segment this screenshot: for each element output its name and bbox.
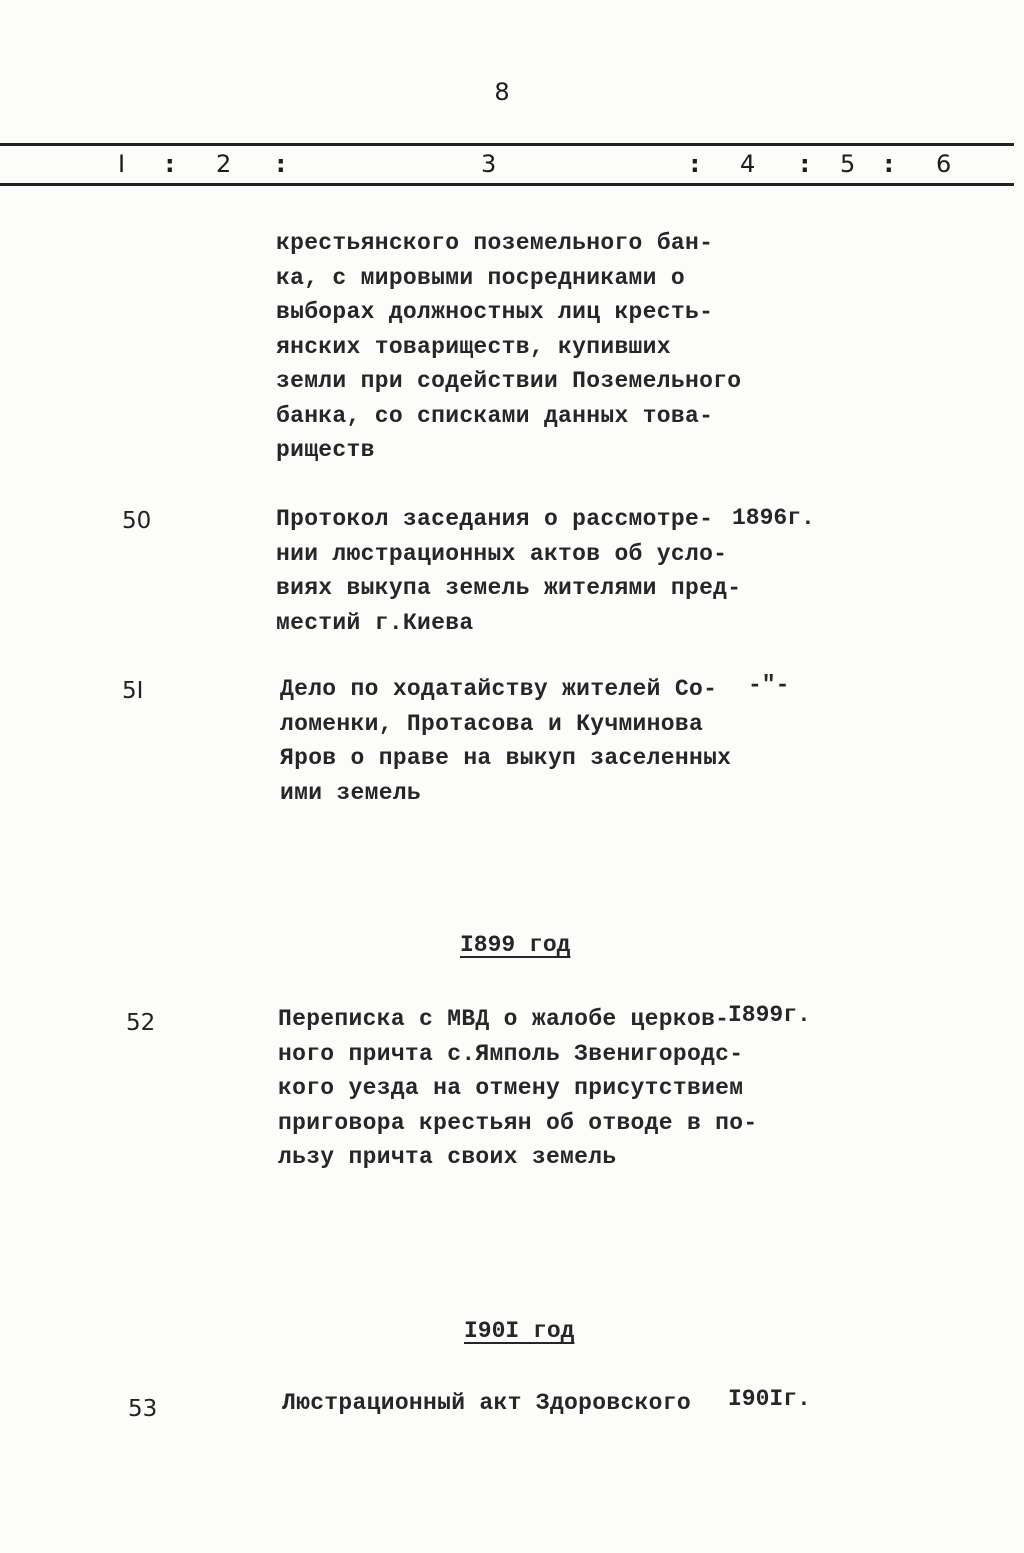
entry-number: 5I (122, 678, 144, 704)
entry-description: Дело по ходатайству жителей Со- ломенки, Протасова и Кучминова Яров о праве на выкуп заселенных ими земель (280, 676, 732, 806)
column-5-label: 5 (840, 150, 856, 178)
entry-description: Протокол заседания о рассмотре- нии люстрационных актов об усло- виях выкупа земель жителями пред- местий г.Киева (276, 506, 742, 636)
year-heading-1901: I90I год (464, 1318, 575, 1344)
entry-date: I899г. (728, 1002, 811, 1028)
column-2-label: 2 (216, 150, 232, 178)
column-separator: : (690, 150, 700, 178)
header-rule-top (0, 143, 1014, 146)
entry-date: I90Iг. (728, 1386, 811, 1412)
header-rule-bottom (0, 183, 1014, 186)
entry-description: Люстрационный акт Здоровского (282, 1390, 691, 1416)
page-number: 8 (494, 78, 510, 106)
entry-number: 52 (126, 1010, 156, 1036)
entry-number: 53 (128, 1396, 158, 1422)
year-heading-1899: I899 год (460, 932, 571, 958)
continuation-text: крестьянского поземельного бан- ка, с мировыми посредниками о выборах должностных лиц кресть- янских товариществ, купивших земли при содействии Поземельного банка, со списками данных това- риществ (276, 230, 742, 463)
entry-date-ditto: -"- (748, 672, 790, 698)
entry-description: Переписка с МВД о жалобе церков- ного причта с.Ямполь Звенигородс- кого уезда на отмену присутствием приговора крестьян об отводе в по- льзу причта своих земель (278, 1006, 758, 1170)
column-separator: : (800, 150, 810, 178)
column-4-label: 4 (740, 150, 756, 178)
entry-number: 50 (122, 508, 152, 534)
column-3-label: 3 (481, 150, 497, 178)
column-separator: : (276, 150, 286, 178)
column-separator: : (165, 150, 175, 178)
entry-date: 1896г. (732, 505, 815, 531)
column-6-label: 6 (936, 150, 952, 178)
column-separator: : (884, 150, 894, 178)
column-1-label: I (118, 150, 126, 178)
